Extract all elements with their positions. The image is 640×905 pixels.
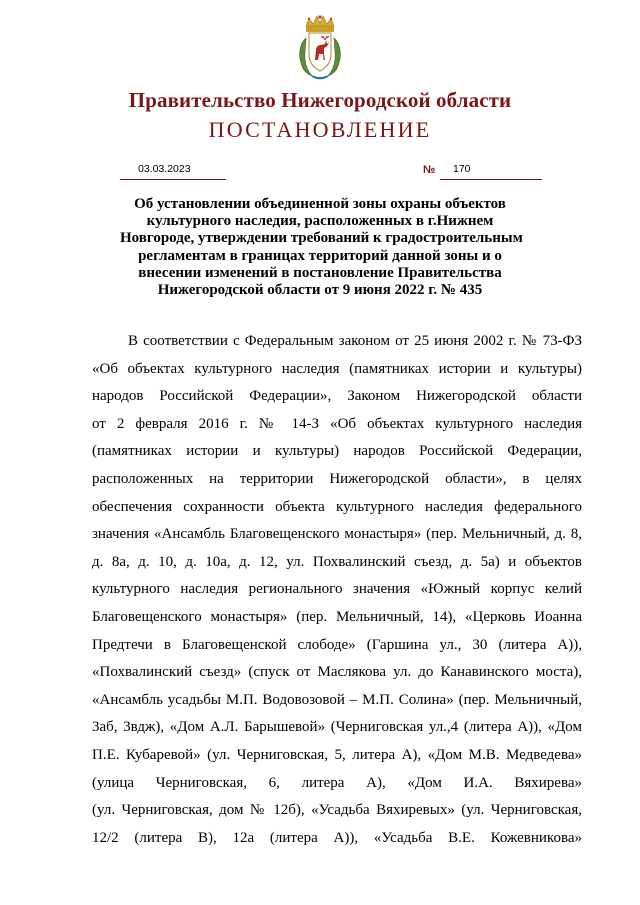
date-field xyxy=(120,161,226,180)
body-line: значения «Ансамбль Благовещенского монастыря» (пер. Мельничный, д. 8, xyxy=(92,526,582,543)
body-line: «Похвалинский съезд» (спуск от Маслякова ул. до Канавинского моста), xyxy=(92,664,582,681)
body-line: д. 8а, д. 10, д. 10а, д. 12, ул. Похвалинский съезд, д. 5а) и объектов xyxy=(92,553,582,570)
body-paragraph xyxy=(92,328,582,852)
document-subject xyxy=(120,196,523,299)
body-line: культурного наследия регионального значения «Южный корпус келий xyxy=(92,581,582,598)
subject-line: Об установлении объединенной зоны охраны объектов xyxy=(134,196,506,212)
subject-line: Нижегородской области от 9 июня 2022 г. № 435 xyxy=(157,282,483,299)
document-date: 03.03.2023 xyxy=(138,163,191,175)
body-line: П.Е. Кубаревой» (ул. Черниговская, 5, литера А), «Дом М.В. Медведева» xyxy=(92,746,582,763)
body-line: 3аб, 3вдж), «Дом А.Л. Барышевой» (Черниговская ул.,4 (литера А)), «Дом xyxy=(92,719,582,736)
body-line: 12/2 (литера В), 12а (литера А)), «Усадьба В.Е. Кожевникова» xyxy=(92,829,582,846)
body-line: «Об объектах культурного наследия (памятниках истории и культуры) xyxy=(92,360,582,377)
body-line: (памятниках истории и культуры) народов Российской Федерации, xyxy=(92,443,582,460)
document-type: ПОСТАНОВЛЕНИЕ xyxy=(208,117,432,142)
body-line: «Ансамбль усадьбы М.П. Водовозовой – М.П. Солина» (пер. Мельничный, xyxy=(92,691,582,708)
body-line: обеспечения сохранности объекта культурного наследия федерального xyxy=(92,498,582,515)
body-line: (улица Черниговская, 6, литера А), «Дом И.А. Вяхирева» xyxy=(92,774,582,791)
document-number: 170 xyxy=(453,163,471,175)
body-line: В соответствии с Федеральным законом от 25 июня 2002 г. № 73-ФЗ xyxy=(128,333,582,349)
subject-line: регламентам в границах территорий данной зоны и о xyxy=(138,247,502,264)
number-field xyxy=(440,161,542,180)
subject-line: Новгороде, утверждении требований к градостроительным xyxy=(120,230,523,247)
coat-of-arms-icon xyxy=(296,14,344,80)
body-line: (ул. Черниговская, дом № 12б), «Усадьба Вяхиревых» (ул. Черниговская, xyxy=(92,802,582,819)
government-title: Правительство Нижегородской области xyxy=(128,88,512,112)
body-line: расположенных на территории Нижегородской области», в целях xyxy=(92,470,582,487)
body-line: Предтечи в Благовещенской слободе» (Гаршина ул., 30 (литера А)), xyxy=(92,636,582,653)
body-line: народов Российской Федерации», Законом Нижегородской области xyxy=(92,388,582,405)
body-line: от 2 февраля 2016 г. № 14-З «Об объектах культурного наследия xyxy=(92,415,582,432)
number-sign: № xyxy=(423,164,436,176)
subject-line: культурного наследия, расположенных в г.Нижнем xyxy=(146,213,494,230)
subject-line: внесении изменений в постановление Правительства xyxy=(138,264,502,281)
body-line: Благовещенского монастыря» (пер. Мельничный, 14), «Церковь Иоанна xyxy=(92,608,582,625)
